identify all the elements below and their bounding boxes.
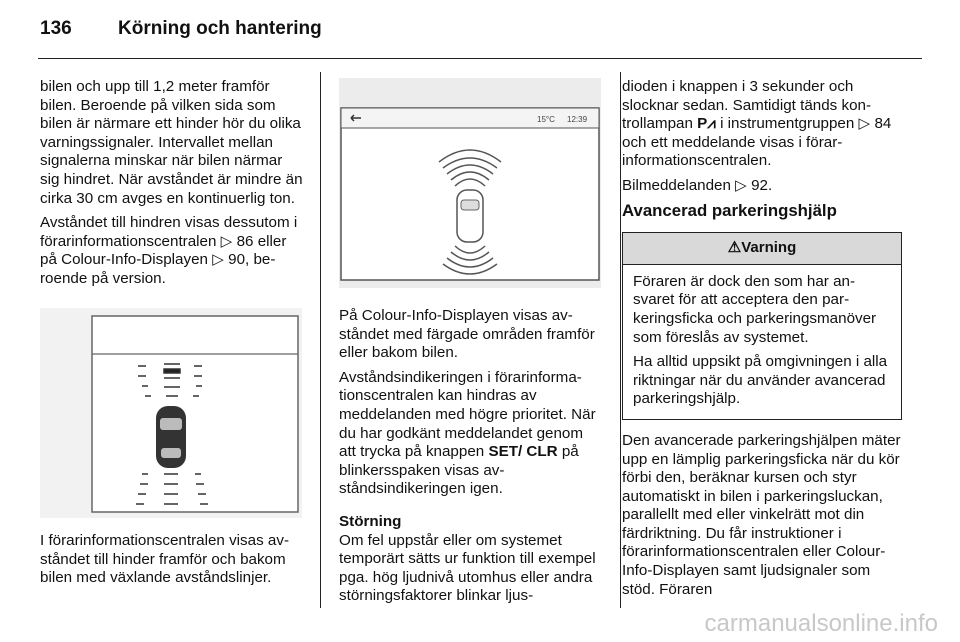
display-figure (339, 78, 601, 288)
paragraph (40, 214, 304, 288)
page-number: 136 (40, 18, 72, 39)
column-divider-2 (620, 72, 621, 608)
text: eller på Colour-Info-Displayen (40, 232, 287, 269)
dic-illustration (40, 308, 302, 518)
text: Avståndet till hindren visas dessutom i förarinformationscentralen (40, 214, 298, 250)
dic-figure (40, 308, 302, 518)
header-rule (38, 58, 922, 59)
section-heading: Avancerad parkeringshjälp (622, 200, 837, 220)
warning-header (623, 233, 901, 265)
paragraph: bilen och upp till 1,2 meter framför bilen. Beroende på vilken sida som bilen är närmare ett hinder hör du olika varningssignaler. Intervallet mellan signalerna minskar när bilen närmar sig hindret. När avståndet är mindre än cirka 30 cm avges en kontinuerlig ton. (40, 78, 303, 207)
page-ref[interactable]: 90 (228, 251, 246, 269)
key-label: SET/ CLR (488, 443, 558, 461)
display-temp: 15°C (537, 115, 555, 124)
text: i instrumentgruppen (715, 115, 859, 133)
park-lamp-icon: P⩘ (697, 115, 716, 133)
paragraph: I förarinformationscentralen visas avståndet till hinder framför och bakom bilen med växlande avståndslinjer. (40, 532, 290, 587)
arrow-ref-icon: ▷ (735, 176, 747, 194)
paragraph: Ha alltid uppsikt på omgivningen i alla riktningar när du använder avancerad parkeringshjälp. (633, 353, 888, 408)
page-ref[interactable]: 86 (236, 232, 254, 250)
display-illustration (339, 78, 601, 288)
column-1 (40, 78, 304, 295)
warning-body (623, 265, 901, 419)
watermark: carmanualsonline.info (704, 610, 938, 637)
page-header (40, 18, 322, 40)
paragraph: Föraren är dock den som har ansvaret för att acceptera den parkeringsficka och parkeringsmanöver som föreslås av systemet. (633, 272, 877, 346)
text: dioden i knappen i 3 sekunder och slocknar sedan. Samtidigt tänds kontrollampan (622, 78, 872, 133)
page-title: Körning och hantering (118, 18, 322, 39)
car-top-view-icon (457, 190, 483, 242)
column-divider-1 (320, 72, 321, 608)
arrow-ref-icon: ▷ (212, 251, 224, 269)
paragraph (339, 369, 601, 499)
subheading: Störning (339, 512, 402, 530)
column-2 (339, 307, 601, 612)
arrow-ref-icon: ▷ (220, 232, 233, 250)
warning-box (622, 232, 902, 420)
page-ref[interactable]: 92 (751, 176, 768, 194)
paragraph: Den avancerade parkeringshjälpen mäter upp en lämplig parkeringsficka när du kör förbi den, beräknar kursen och styr automatiskt in bilen i parkeringsluckan, parallellt med eller vinkelrätt mot din färdriktning. Du får instruktioner i förarinformationscentralen eller Colour-Info-Displayen samt ljudsignaler som stöd. Föraren (622, 431, 901, 598)
display-time: 12:39 (567, 115, 588, 124)
text: , beroende på version. (40, 251, 276, 287)
paragraph: Om fel uppstår eller om systemet temporärt sätts ur funktion till exempel pga. hög ljudnivå utomhus eller andra störningsfaktorer blinkar ljus- (339, 531, 596, 605)
page-ref[interactable]: 84 (874, 115, 892, 133)
paragraph (622, 177, 902, 196)
text: . (767, 176, 773, 194)
column-3 (622, 78, 902, 605)
text: Bilmeddelanden (622, 176, 736, 194)
car-top-view-icon (156, 406, 186, 468)
column-1-bottom (40, 532, 304, 588)
text: på blinkersspaken visas avståndsindikeringen igen. (339, 443, 579, 498)
paragraph (622, 78, 902, 171)
warning-triangle-icon: ⚠ (727, 239, 742, 257)
text: Avståndsindikeringen i förarinformationscentralen kan hindras av meddelanden med högre prioritet. När du har godkänt meddelandet genom att trycka på knappen (339, 368, 596, 461)
paragraph: På Colour-Info-Displayen visas avståndet med färgade områden framför eller bakom bilen. (339, 307, 595, 362)
text: och ett meddelande visas i förarinformationscentralen. (622, 133, 843, 170)
arrow-ref-icon: ▷ (858, 115, 871, 133)
warning-title: Varning (741, 239, 797, 257)
